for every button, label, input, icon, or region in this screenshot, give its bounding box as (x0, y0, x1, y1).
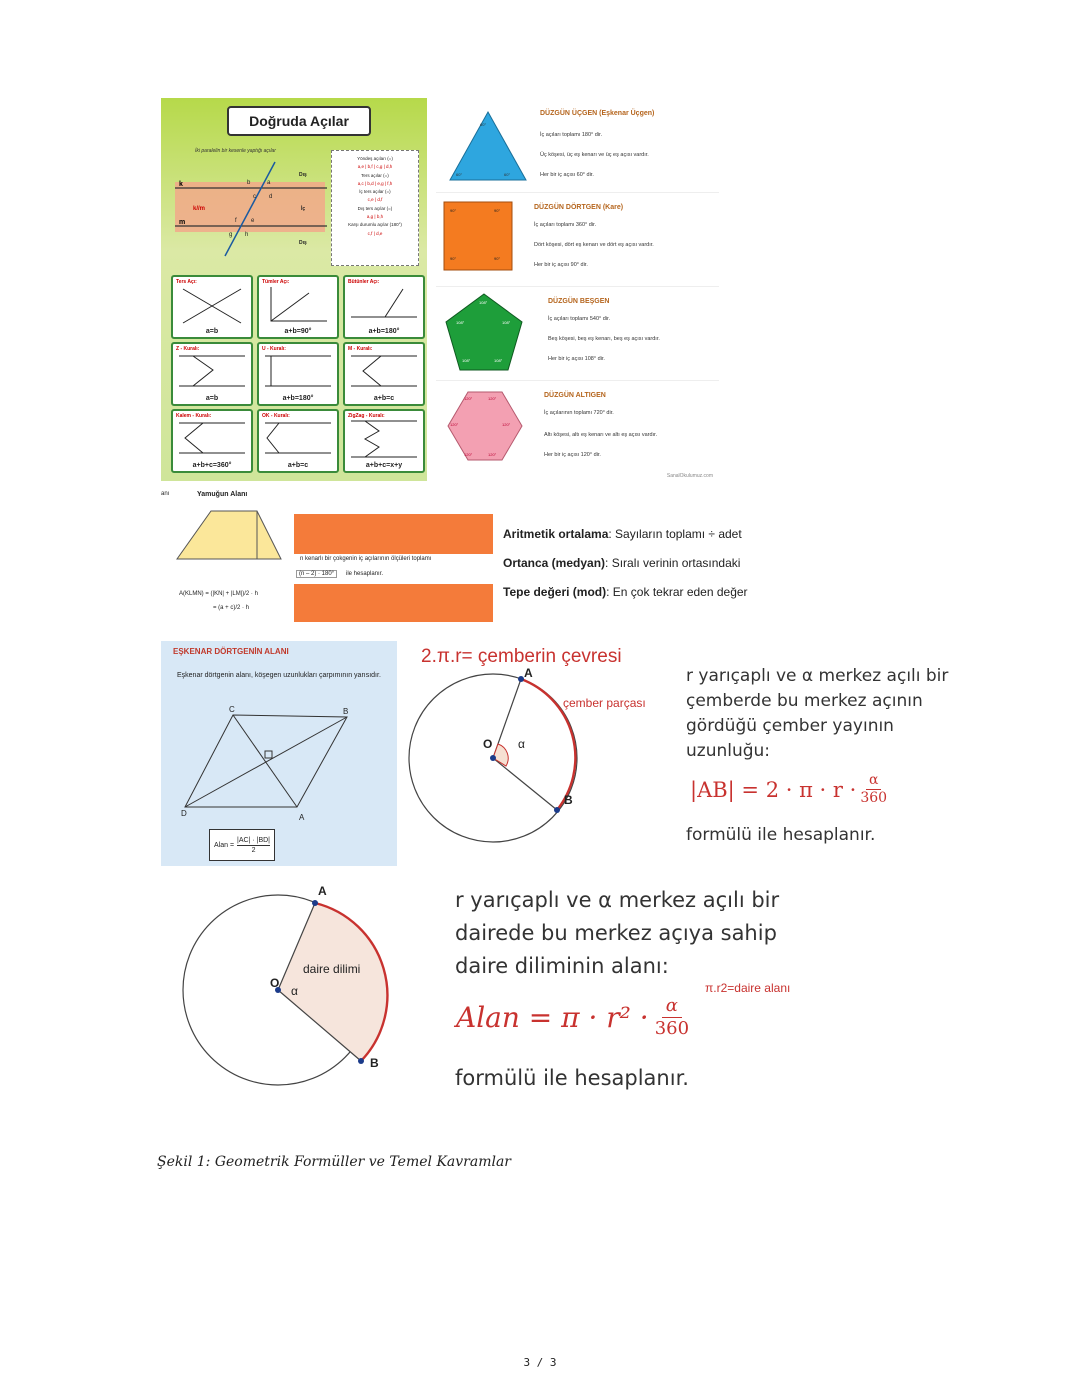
polygon-sum-strip (294, 554, 493, 584)
sector-frac-num: α (662, 995, 682, 1018)
angle-mark: 120° (488, 452, 497, 457)
polygon-title: DÜZGÜN ÜÇGEN (Eşkenar Üçgen) (540, 110, 655, 117)
point-label: O (270, 976, 280, 990)
rule-cell (343, 409, 425, 473)
svg-text:b: b (247, 180, 251, 186)
angles-legend (331, 150, 419, 266)
circle-area-note: π.r2=daire alanı (705, 981, 791, 995)
arc-formula-main: |AB| = 2 · π · r · (690, 777, 857, 802)
trapezoid-panel (161, 489, 289, 623)
angles-title: Doğruda Açılar (227, 106, 371, 136)
polygon-sum-text: n kenarlı bir çokgenin iç açılarının ölçüleri toplamı (300, 556, 432, 562)
rule-label: Ters Açı: (176, 279, 197, 285)
stat-def: : Sıralı verinin ortasındaki (605, 556, 741, 570)
svg-text:a: a (267, 180, 271, 186)
point-label: α (518, 737, 525, 751)
polygon-line: Dört köşesi, dört eş kenarı ve dört eş açısı vardır. (534, 242, 654, 248)
angle-mark: 120° (464, 452, 473, 457)
vertex-label: D (181, 809, 187, 818)
angle-mark: 90° (450, 256, 457, 261)
rhombus-title: EŞKENAR DÖRTGENİN ALANI (173, 647, 289, 656)
stat-def: : En çok tekrar eden değer (606, 585, 748, 599)
angle-mark: 60° (504, 172, 511, 177)
rule-label: U - Kuralı: (262, 346, 286, 352)
legend-line: Dış ters açılar (=) (357, 205, 393, 211)
trapezoid-formula-1: A(KLMN) = (|KN| + |LM|)/2 · h (179, 591, 258, 597)
sector-formula-main: Alan = π · r² · (456, 1001, 649, 1034)
arc-formula (690, 772, 887, 807)
angle-mark: 60° (456, 172, 463, 177)
polygon-line: Her bir iç açısı 60° dir. (540, 172, 594, 178)
angles-poster (161, 98, 427, 481)
polygon-row-hexagon (436, 382, 719, 474)
dis-label-top: Dış (299, 172, 307, 178)
parallel-label: k//m (193, 206, 206, 212)
rhombus-formula-box (209, 829, 275, 861)
stat-term: Aritmetik ortalama (503, 527, 609, 541)
polygon-line: Beş köşesi, beş eş kenarı, beş eş açısı vardır. (548, 336, 660, 342)
stat-def: : Sayıların toplamı ÷ adet (608, 527, 742, 541)
svg-text:h: h (245, 232, 249, 238)
sector-frac-den: 360 (654, 1018, 690, 1039)
legend-line: a,c | b,d | e,g | f,h (357, 180, 393, 186)
vertex-label: C (229, 705, 235, 714)
arc-footer: formülü ile hesaplanır. (686, 825, 876, 845)
rhombus-formula-num: |AC| · |BD| (237, 836, 270, 844)
rule-cell (257, 409, 339, 473)
rule-cell (343, 342, 425, 406)
page-number: 3 / 3 (523, 1356, 557, 1369)
legend-line: a,e | b,f | c,g | d,h (357, 164, 393, 170)
stat-mean (503, 527, 742, 541)
rule-equation: a+b=c (373, 395, 395, 402)
angle-mark: 90° (494, 256, 501, 261)
angle-mark: 60° (480, 122, 487, 127)
rule-label: M - Kuralı: (348, 346, 373, 352)
stat-term: Ortanca (medyan) (503, 556, 606, 570)
sector-text-line: daire diliminin alanı: (455, 954, 669, 978)
polygon-line: Her bir iç açısı 90° dir. (534, 262, 588, 268)
sector-text-line: dairede bu merkez açıya sahip (455, 921, 777, 945)
arc-diagram (405, 666, 585, 846)
sector-text-line: r yarıçaplı ve α merkez açılı bir (455, 888, 780, 912)
polygon-sum-panel (294, 514, 493, 622)
polygon-row-triangle (436, 100, 719, 193)
arc-frac-num: α (866, 772, 881, 790)
rule-label: OK - Kuralı: (262, 413, 290, 419)
polygon-line: Üç köşesi, üç eş kenarı ve üç eş açısı vardır. (540, 152, 649, 158)
sector-formula (456, 995, 689, 1040)
sector-text (455, 884, 779, 983)
circumference-heading: 2.π.r= çemberin çevresi (421, 646, 622, 667)
angle-mark: 108° (462, 358, 471, 363)
stat-term: Tepe değeri (mod) (503, 585, 607, 599)
angle-mark: 120° (450, 422, 459, 427)
legend-line: İç ters açılar (=) (359, 189, 391, 195)
angle-mark: 120° (502, 422, 511, 427)
figure-caption: Şekil 1: Geometrik Formüller ve Temel Kavramlar (157, 1154, 511, 1170)
rule-equation: a=b (205, 328, 219, 335)
polygon-line: Her bir iç açısı 120° dir. (544, 452, 601, 458)
point-label: O (483, 737, 493, 751)
angle-mark: 108° (456, 320, 465, 325)
svg-text:f: f (235, 218, 237, 224)
rule-equation: a+b=180° (368, 328, 400, 335)
arc-part-label: çember parçası (563, 696, 646, 710)
point-label: B (564, 793, 573, 807)
legend-line: a,g | b,h (366, 214, 384, 220)
rule-cell (171, 275, 253, 339)
rule-equation: a+b+c=x+y (365, 462, 403, 469)
polygon-row-square (436, 194, 719, 287)
angle-mark: 90° (494, 208, 501, 213)
arc-text-line: gördüğü çember yayının (686, 716, 894, 736)
arc-text-line: uzunluğu: (686, 741, 771, 761)
rule-equation: a+b=90° (284, 328, 312, 335)
svg-text:e: e (251, 218, 255, 224)
angle-mark: 108° (502, 320, 511, 325)
rule-equation: a=b (205, 395, 219, 402)
vertex-label: B (343, 707, 349, 716)
svg-text:k: k (179, 181, 183, 188)
polygon-line: Her bir iç açısı 108° dir. (548, 356, 605, 362)
ic-label: İç (301, 206, 306, 212)
angles-subtitle: İki paralelin bir kesenle yaptığı açılar (195, 148, 276, 154)
rhombus-panel (161, 631, 397, 866)
polygon-sum-formula: (n – 2) · 180° (296, 570, 337, 578)
rule-label: Bütünler Açı: (348, 279, 380, 285)
sector-footer: formülü ile hesaplanır. (455, 1066, 689, 1090)
angle-mark: 108° (479, 300, 488, 305)
sector-diagram (170, 888, 390, 1088)
sector-label: daire dilimi (303, 962, 361, 976)
svg-text:m: m (179, 219, 186, 226)
angle-mark: 108° (494, 358, 503, 363)
rule-label: Z - Kuralı: (176, 346, 200, 352)
stat-mode (503, 585, 748, 599)
angle-mark: 90° (450, 208, 457, 213)
polygon-line: İç açıları toplamı 540° dir. (548, 316, 611, 322)
trapezoid-title: Yamuğun Alanı (197, 491, 248, 498)
stat-median (503, 556, 740, 570)
rule-label: Kalem - Kuralı: (176, 413, 212, 419)
point-label: α (291, 984, 298, 998)
rule-cell (257, 342, 339, 406)
point-label: B (370, 1056, 379, 1070)
polygon-line: İç açılarının toplamı 720° dir. (544, 410, 614, 416)
arc-text (686, 664, 948, 764)
trapezoid-diagram (171, 503, 289, 573)
polygon-line: İç açıları toplamı 180° dir. (540, 132, 603, 138)
polygon-title: DÜZGÜN DÖRTGEN (Kare) (534, 204, 624, 211)
legend-line: c,f | d,e (367, 230, 383, 236)
angle-mark: 120° (488, 396, 497, 401)
rule-cell (171, 342, 253, 406)
arc-text-line: çemberde bu merkez açının (686, 691, 923, 711)
point-label: A (524, 666, 533, 680)
arc-text-line: r yarıçaplı ve α merkez açılı bir (686, 666, 949, 686)
dis-label-bottom: Dış (299, 240, 307, 246)
svg-text:c: c (253, 194, 256, 200)
legend-line: c,e | d,f (367, 197, 383, 203)
rule-equation: a+b=180° (282, 395, 314, 402)
arc-frac-den: 360 (860, 790, 888, 806)
trapezoid-cut-label: anı (161, 491, 170, 497)
rhombus-formula-den: 2 (251, 846, 256, 854)
rhombus-diagram (181, 707, 361, 823)
point-label: A (318, 884, 327, 898)
angle-mark: 120° (464, 396, 473, 401)
rule-cell (343, 275, 425, 339)
svg-text:g: g (229, 232, 233, 238)
legend-line: Yöndeş açıları (=) (357, 156, 393, 161)
regular-polygons-panel (436, 100, 719, 481)
rule-label: ZigZag - Kuralı: (348, 413, 385, 419)
legend-line: Ters açılar (=) (361, 172, 389, 178)
rule-cell (257, 275, 339, 339)
rule-cell (171, 409, 253, 473)
polygon-sum-suffix: ile hesaplanır. (346, 571, 384, 577)
rule-label: Tümler Açı: (262, 279, 290, 285)
trapezoid-formula-2: = (a + c)/2 · h (213, 605, 250, 611)
polygon-line: Altı köşesi, altı eş kenarı ve altı eş açısı vardır. (544, 432, 658, 438)
polygon-title: DÜZGÜN BEŞGEN (548, 298, 610, 305)
legend-line: Karşı durumlu açılar (180°) (348, 222, 402, 228)
rhombus-formula-left: Alan = (214, 841, 235, 849)
polygons-source: SanalOkulumuz.com (666, 473, 713, 479)
rule-equation: a+b+c=360° (192, 462, 232, 469)
rhombus-top-strip (161, 633, 397, 641)
rule-equation: a+b=c (287, 462, 309, 469)
polygon-row-pentagon (436, 288, 719, 381)
polygon-title: DÜZGÜN ALTIGEN (544, 392, 606, 399)
rhombus-desc: Eşkenar dörtgenin alanı, köşegen uzunlukları çarpımının yarısıdır. (177, 672, 381, 679)
polygon-line: İç açıları toplamı 360° dir. (534, 222, 597, 228)
svg-text:d: d (269, 194, 273, 200)
vertex-label: A (299, 813, 305, 822)
